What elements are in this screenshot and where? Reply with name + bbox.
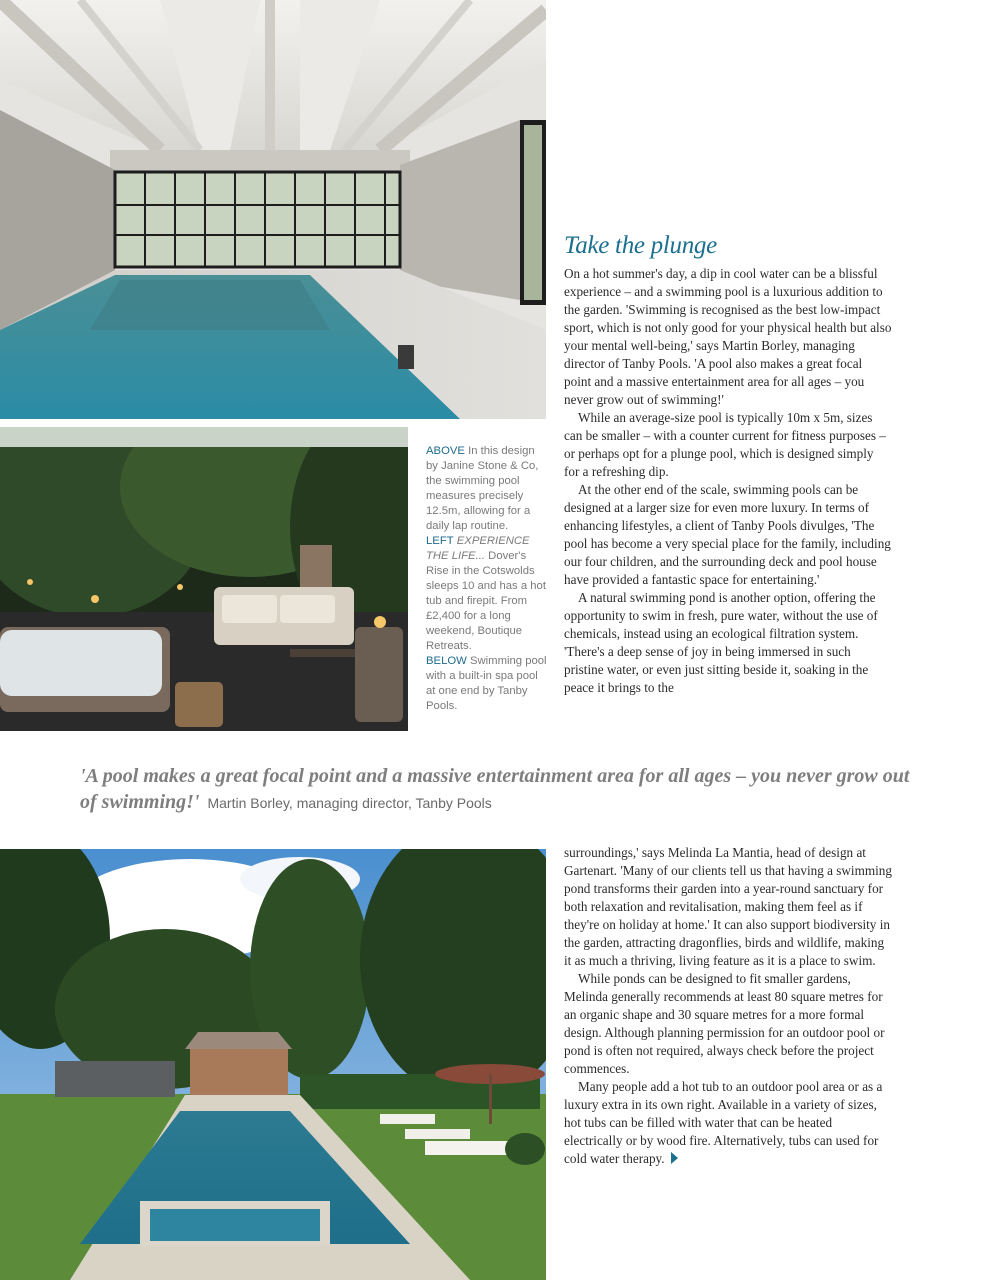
paragraph: A natural swimming pond is another option, offering the opportunity to swim in fresh, pure water, without the use of chemicals, instead using an ecological filtration system. 'There's a deep sense of joy in being immersed in such pristine water, or even just sitting beside it, soaking in the peace it brings to the [564,590,878,695]
caption-below-text: Swimming pool with a built-in spa pool at one end by Tanby Pools. [426,655,547,712]
body-column-bottom [564,844,892,1168]
body-column-top [564,265,892,697]
photo-caption [426,444,548,714]
caption-above-label: ABOVE [426,445,465,457]
caption-left-title: EXPERIENCE THE LIFE... [426,535,530,562]
paragraph: At the other end of the scale, swimming pools can be designed at a larger size for even more luxury. In terms of enhancing lifestyles, a client of Tanby Pools divulges, 'The pool has become a very special place for the family, including our four children, and the surrounding deck and pool house have provided a fantastic space for entertaining.' [564,482,891,587]
section-heading: Take the plunge [564,232,717,259]
pull-quote-text: 'A pool makes a great focal point and a massive entertainment area for all ages – you never grow out of swimming!' [80,765,910,813]
paragraph: While ponds can be designed to fit smaller gardens, Melinda generally recommends at least 80 square metres for an organic shape and 30 square metres for a more formal design. Although planning permission for an outdoor pool or pond is often not required, always check before the project commences. [564,971,885,1076]
pull-quote-attribution: Martin Borley, managing director, Tanby Pools [207,795,492,811]
paragraph: On a hot summer's day, a dip in cool water can be a blissful experience – and a swimming pool is a luxurious addition to the garden. 'Swimming is recognised as the best low-impact sport, which is not only good for your physical health but also your mental well-being,' says Martin Borley, managing director of Tanby Pools. 'A pool also makes a great focal point and a massive entertainment area for all ages – you never grow out of swimming!' [564,266,892,407]
photo-indoor-pool [0,0,546,419]
photo-outdoor-pool [0,849,546,1280]
caption-below-label: BELOW [426,655,467,667]
paragraph: surroundings,' says Melinda La Mantia, head of design at Gartenart. 'Many of our clients tell us that having a swimming pond transforms their garden into a year-round sanctuary for both relaxation and revitalisation, making them feel as if they're on holiday at home.' It can also support biodiversity in the garden, attracting dragonflies, birds and wildlife, making it as much a thriving, living feature as it is a place to swim. [564,845,892,968]
caption-above-text: In this design by Janine Stone & Co, the swimming pool measures precisely 12.5m, allowing for a daily lap routine. [426,445,539,532]
pull-quote [80,764,910,816]
continue-arrow-icon [671,1152,678,1164]
photo-hot-tub [0,427,408,731]
paragraph: While an average-size pool is typically 10m x 5m, sizes can be smaller – with a counter current for fitness purposes – or perhaps opt for a plunge pool, which is designed simply for a refreshing dip. [564,410,886,479]
caption-left-label: LEFT [426,535,454,547]
paragraph-last-text: Many people add a hot tub to an outdoor pool area or as a luxury extra in its own right. Available in a variety of sizes, hot tubs can be filled with water that can be heated electrically or by wood fire. Alternatively, tubs can used for cold water therapy. [564,1079,883,1166]
caption-left-text: Dover's Rise in the Cotswolds sleeps 10 and has a hot tub and firepit. From £2,400 for a long weekend, Boutique Retreats. [426,550,546,652]
paragraph-last [564,1078,892,1168]
